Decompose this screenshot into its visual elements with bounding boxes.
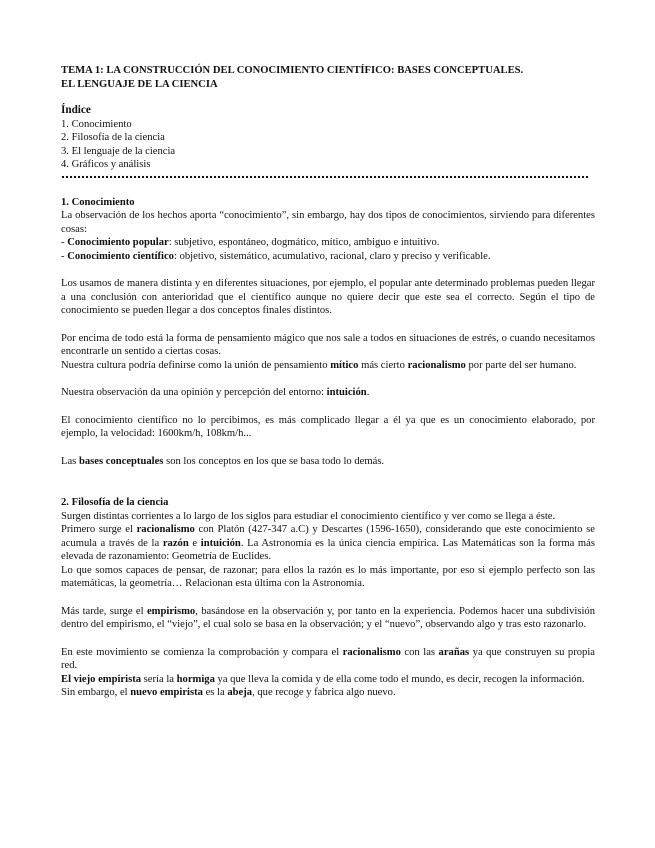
popular-desc: : subjetivo, espontáneo, dogmático, mítico, ambiguo e intuitivo. xyxy=(168,237,440,248)
text: ya que lleva la comida y de ella come todo el mundo, es decir, recogen la información. xyxy=(214,673,585,685)
term-viejo-empirista: El viejo empirista xyxy=(61,673,142,685)
text: son los conceptos en los que se basa todo lo demás. xyxy=(163,455,385,467)
bullet-dash: - xyxy=(61,250,68,262)
title-line-1: TEMA 1: LA CONSTRUCCIÓN DEL CONOCIMIENTO CIENTÍFICO: BASES CONCEPTUALES. xyxy=(61,65,524,76)
index-heading: Índice xyxy=(61,104,91,116)
text: , basándose en la observación y, por tanto en la experiencia. Podemos hacer una subdivisión dentro del empirismo, el “viejo”, el cual solo se basa en la observación; y el “nuevo”, observando algo y tras esto razonarlo. xyxy=(61,605,595,630)
document-title xyxy=(61,64,595,91)
term-hormiga: hormiga xyxy=(176,673,215,685)
cientifico-desc: : objetivo, sistemático, acumulativo, racional, claro y preciso y verificable. xyxy=(173,250,491,262)
text: Nuestra cultura podría definirse como la unión de pensamiento xyxy=(61,359,331,371)
s1-paragraph-5 xyxy=(61,386,595,400)
text: Las xyxy=(61,455,79,467)
s1-paragraph-6: El conocimiento científico no lo percibimos, es más complicado llegar a él ya que es un conocimiento elaborado, por ejemplo, la velocidad: 1600km/h, 108km/h... xyxy=(61,414,595,439)
s1-cientifico-item xyxy=(61,250,595,264)
s1-paragraph-4 xyxy=(61,359,595,373)
bullet-dash: - xyxy=(61,237,68,248)
text: Primero surge el xyxy=(61,524,137,535)
text: más cierto xyxy=(358,359,408,371)
term-bases-conceptuales: bases conceptuales xyxy=(78,455,164,467)
term-mitico: mítico xyxy=(330,359,359,371)
text: . xyxy=(366,387,370,398)
text: por parte del ser humano. xyxy=(465,359,577,371)
term-intuicion: intuición xyxy=(200,537,241,549)
index-item-3: 3. El lenguaje de la ciencia xyxy=(61,145,176,157)
section-2-heading: 2. Filosofía de la ciencia xyxy=(61,497,169,508)
term-abeja: abeja xyxy=(227,687,253,698)
term-racionalismo: racionalismo xyxy=(136,524,195,535)
s1-paragraph-7 xyxy=(61,455,595,469)
index-item-1: 1. Conocimiento xyxy=(61,118,132,130)
section-1-heading: 1. Conocimiento xyxy=(61,196,135,208)
term-empirismo: empirismo xyxy=(146,605,196,617)
term-racionalismo: racionalismo xyxy=(342,646,401,658)
s1-paragraph-3: Por encima de todo está la forma de pensamiento mágico que nos sale a todos en situaciones de estrés, o cuando necesitamos encontrarle un sentido a ciertas cosas. xyxy=(61,332,595,357)
section-conocimiento xyxy=(61,196,595,469)
index-item-2: 2. Filosofía de la ciencia xyxy=(61,132,165,143)
text: e xyxy=(188,537,201,549)
term-intuicion: intuición xyxy=(326,387,367,398)
s2-paragraph-5 xyxy=(61,646,595,673)
s1-paragraph-1: La observación de los hechos aporta “conocimiento”, sin embargo, hay dos tipos de conocimientos, sirviendo para diferentes cosas: xyxy=(61,210,595,235)
s1-popular-item xyxy=(61,236,595,250)
s2-paragraph-4 xyxy=(61,605,595,632)
text: Nuestra observación da una opinión y percepción del entorno: xyxy=(61,387,327,398)
text: , que recoge y fabrica algo nuevo. xyxy=(252,687,396,698)
title-line-2: EL LENGUAJE DE LA CIENCIA xyxy=(61,78,218,90)
text: ya que construyen su propia red. xyxy=(61,646,595,671)
text: En este movimiento se comienza la comprobación y compara el xyxy=(61,646,343,658)
index-item-4: 4. Gráficos y análisis xyxy=(61,159,151,170)
text: es la xyxy=(202,687,228,698)
term-aranas: arañas xyxy=(438,646,470,658)
text: con Platón (427-347 a.C) y Descartes (1596-1650), considerando que este conocimiento se acumula a través de la xyxy=(61,524,595,549)
term-razon: razón xyxy=(162,537,189,549)
term-popular: Conocimiento popular xyxy=(67,237,169,248)
text: . La Astronomía es la única ciencia empírica. Las Matemáticas son la forma más elevada de razonamiento: Geometría de Euclides. xyxy=(61,537,596,562)
document-page xyxy=(61,64,595,700)
s1-paragraph-2: Los usamos de manera distinta y en diferentes situaciones, por ejemplo, el popular ante determinado problemas pueden llegar a una conclusión con anterioridad que el científico aunque no quiere decir que este sea el correcto. Según el tipo de conocimiento se pueden llegar a dos conceptos finales distintos. xyxy=(61,278,595,316)
index-section xyxy=(61,104,595,179)
text: Sin embargo, el xyxy=(61,687,131,698)
text: con las xyxy=(400,646,439,658)
term-cientifico: Conocimiento científico xyxy=(67,250,174,262)
s2-paragraph-1: Surgen distintas corrientes a lo largo de los siglos para estudiar el conocimiento científico y ver como se llega a éste. xyxy=(61,510,556,522)
term-racionalismo: racionalismo xyxy=(407,359,466,371)
term-nuevo-empirista: nuevo empirista xyxy=(130,687,203,698)
section-filosofia xyxy=(61,496,595,700)
s2-paragraph-6 xyxy=(61,673,595,687)
s2-paragraph-7 xyxy=(61,686,595,700)
s2-paragraph-2 xyxy=(61,523,595,564)
text: Más tarde, surge el xyxy=(61,605,147,617)
s2-paragraph-3: Lo que somos capaces de pensar, de razonar; para ellos la razón es lo más importante, por eso si ejemplo perfecto son las matemáticas, la geometría… Relacionan esta última con la Astronomía. xyxy=(61,564,595,589)
text: sería la xyxy=(141,673,177,685)
